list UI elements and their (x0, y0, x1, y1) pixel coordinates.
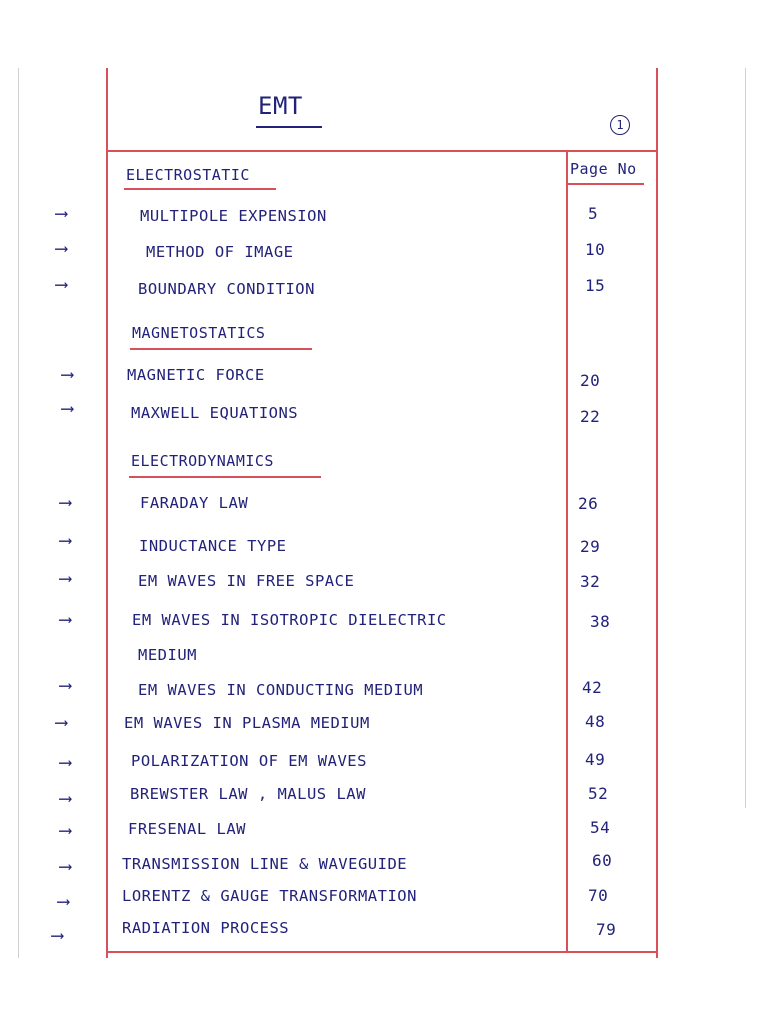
toc-entry-page: 48 (585, 712, 606, 731)
page-column-header: Page No (570, 160, 637, 178)
toc-entry-page: 22 (580, 407, 601, 426)
section-heading-magnetostatics: MAGNETOSTATICS (132, 324, 266, 342)
page-number-badge: 1 (610, 115, 630, 135)
title-underline (256, 126, 322, 128)
arrow-right-icon: ⟶ (52, 925, 63, 946)
arrow-right-icon: ⟶ (56, 238, 67, 259)
bottom-line (106, 951, 658, 953)
toc-entry-topic: EM WAVES IN ISOTROPIC DIELECTRIC (132, 611, 447, 629)
section-heading-electrodynamics: ELECTRODYNAMICS (131, 452, 274, 470)
toc-entry-page: 10 (585, 240, 606, 259)
arrow-right-icon: ⟶ (60, 752, 71, 773)
arrow-right-icon: ⟶ (60, 788, 71, 809)
document-title: EMT (258, 92, 303, 120)
arrow-right-icon: ⟶ (60, 675, 71, 696)
toc-entry-topic: METHOD OF IMAGE (146, 243, 294, 261)
arrow-right-icon: ⟶ (60, 820, 71, 841)
section-underline (124, 188, 276, 190)
toc-entry-topic: EM WAVES IN CONDUCTING MEDIUM (138, 681, 424, 699)
arrow-right-icon: ⟶ (60, 856, 71, 877)
toc-entry-page: 26 (578, 494, 599, 513)
toc-entry-page: 15 (585, 276, 606, 295)
arrow-right-icon: ⟶ (60, 568, 71, 589)
toc-entry-page: 79 (596, 920, 617, 939)
toc-entry-topic: EM WAVES IN FREE SPACE (138, 572, 355, 590)
toc-entry-page: 32 (580, 572, 601, 591)
toc-entry-topic: FRESENAL LAW (128, 820, 246, 838)
toc-entry-page: 42 (582, 678, 603, 697)
toc-entry-page: 52 (588, 784, 609, 803)
arrow-right-icon: ⟶ (60, 530, 71, 551)
toc-entry-page: 38 (590, 612, 611, 631)
section-heading-electrostatic: ELECTROSTATIC (126, 166, 250, 184)
toc-entry-topic: FARADAY LAW (140, 494, 249, 512)
toc-entry-page: 20 (580, 371, 601, 390)
toc-entry-topic-continued: MEDIUM (138, 646, 197, 664)
arrow-right-icon: ⟶ (60, 609, 71, 630)
toc-entry-topic: POLARIZATION OF EM WAVES (131, 752, 367, 770)
arrow-right-icon: ⟶ (58, 891, 69, 912)
toc-entry-topic: BREWSTER LAW , MALUS LAW (130, 785, 366, 803)
toc-entry-topic: EM WAVES IN PLASMA MEDIUM (124, 714, 370, 732)
arrow-right-icon: ⟶ (56, 203, 67, 224)
arrow-right-icon: ⟶ (60, 492, 71, 513)
toc-entry-topic: RADIATION PROCESS (122, 919, 290, 937)
toc-entry-page: 60 (592, 851, 613, 870)
toc-entry-topic: MAXWELL EQUATIONS (131, 404, 299, 422)
right-margin-line (656, 68, 658, 958)
arrow-right-icon: ⟶ (56, 274, 67, 295)
left-margin-line (106, 68, 108, 958)
toc-entry-page: 29 (580, 537, 601, 556)
arrow-right-icon: ⟶ (62, 364, 73, 385)
toc-entry-topic: LORENTZ & GAUGE TRANSFORMATION (122, 887, 417, 905)
page-column-header-underline (568, 183, 644, 185)
header-divider-line (106, 150, 658, 152)
toc-entry-topic: MAGNETIC FORCE (127, 366, 265, 384)
page-right-edge (745, 68, 746, 808)
section-underline (130, 348, 312, 350)
arrow-right-icon: ⟶ (56, 712, 67, 733)
page-column-divider (566, 150, 568, 952)
section-underline (129, 476, 321, 478)
toc-entry-page: 70 (588, 886, 609, 905)
toc-entry-page: 5 (588, 204, 599, 223)
toc-entry-page: 54 (590, 818, 611, 837)
toc-entry-topic: TRANSMISSION LINE & WAVEGUIDE (122, 855, 408, 873)
toc-entry-topic: INDUCTANCE TYPE (139, 537, 287, 555)
arrow-right-icon: ⟶ (62, 398, 73, 419)
toc-entry-topic: MULTIPOLE EXPENSION (140, 207, 327, 225)
toc-entry-page: 49 (585, 750, 606, 769)
page-left-edge (18, 68, 19, 958)
toc-entry-topic: BOUNDARY CONDITION (138, 280, 315, 298)
